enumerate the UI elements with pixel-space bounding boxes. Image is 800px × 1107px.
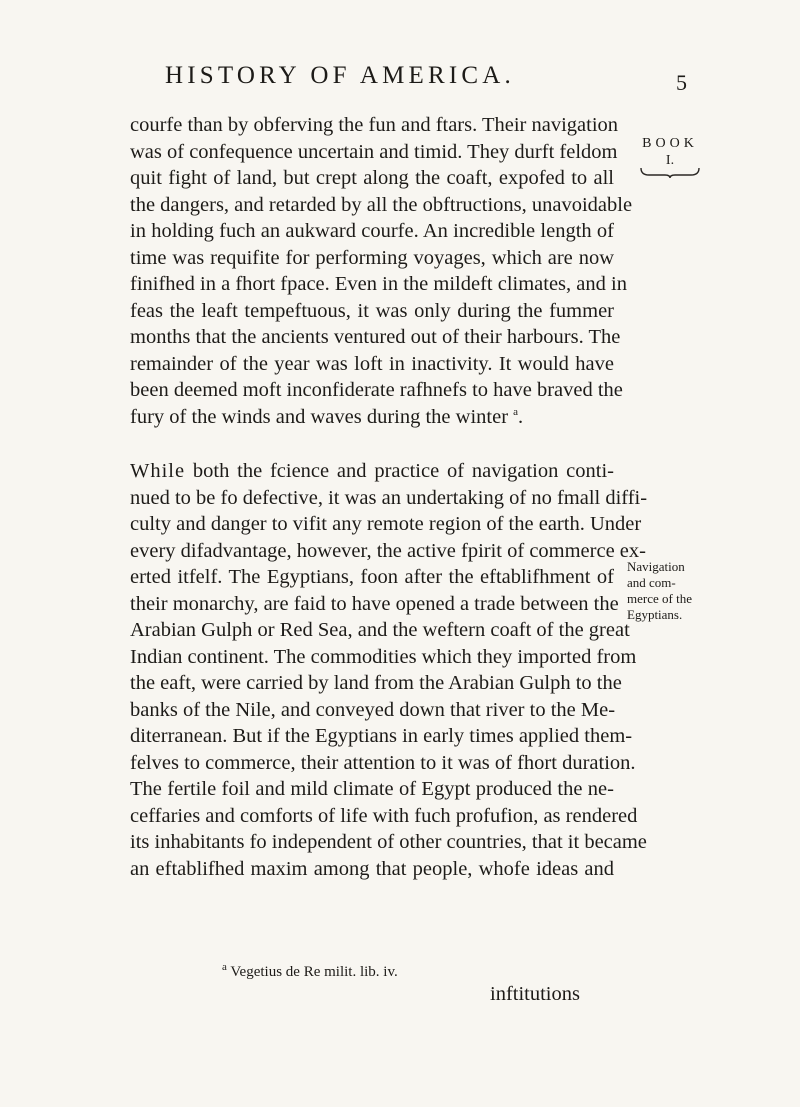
footnote-text: Vegetius de Re milit. lib. iv. xyxy=(230,964,398,980)
text-line: their monarchy, are faid to have opened a trade between the xyxy=(130,592,619,615)
text-line: time was requifite for performing voyages, which are now xyxy=(130,246,614,269)
paragraph-1 xyxy=(130,112,633,430)
text-line: an eftablifhed maxim among that people, whofe ideas and xyxy=(130,857,614,880)
body-text xyxy=(130,112,648,882)
text-line: quit fight of land, but crept along the coaft, expofed to all xyxy=(130,167,614,189)
text-line: been deemed moft inconfiderate rafhnefs to have braved the xyxy=(130,379,623,401)
text-line xyxy=(130,458,614,485)
text-segment: both the fcience and practice of navigation conti- xyxy=(185,460,614,482)
text-line: feas the leaft tempeftuous, it was only during the fummer xyxy=(130,299,614,322)
sentence-end: . xyxy=(518,405,524,428)
text-line xyxy=(130,404,614,431)
text-line: Indian continent. The commodities which they imported from xyxy=(130,645,637,668)
margin-note-line: Egyptians. xyxy=(627,607,683,622)
footnote-mark: a xyxy=(222,961,227,973)
text-line: nued to be fo defective, it was an undertaking of no fmall diffi- xyxy=(130,486,648,509)
book-number: I. xyxy=(665,153,675,168)
text-line: the dangers, and retarded by all the obftructions, unavoidable xyxy=(130,193,633,216)
text-line: The fertile foil and mild climate of Egypt produced the ne- xyxy=(130,778,614,800)
paragraph-2 xyxy=(130,458,648,882)
footnote-reference: a xyxy=(513,405,519,418)
text-line: was of confequence uncertain and timid. They durft feldom xyxy=(130,140,618,163)
book-label: BOOK xyxy=(642,136,698,151)
text-line: its inhabitants fo independent of other countries, that it became xyxy=(130,831,647,853)
text-line: culty and danger to vifit any remote region of the earth. Under xyxy=(130,513,642,535)
margin-note-line: Navigation xyxy=(627,559,685,574)
text-line: diterranean. But if the Egyptians in early times applied them- xyxy=(130,725,633,747)
opening-word: While xyxy=(130,460,186,482)
footnote xyxy=(222,961,398,981)
page-number: 5 xyxy=(676,70,687,95)
text-line: finifhed in a fhort fpace. Even in the mildeft climates, and in xyxy=(130,273,627,295)
running-head xyxy=(0,62,800,102)
catchword: inftitutions xyxy=(490,983,580,1005)
text-line: ceffaries and comforts of life with fuch profufion, as rendered xyxy=(130,804,638,827)
text-line: erted itfelf. The Egyptians, foon after the eftablifhment of xyxy=(130,566,614,588)
text-line: remainder of the year was loft in inactivity. It would have xyxy=(130,352,614,375)
text-line: in holding fuch an aukward courfe. An incredible length of xyxy=(130,220,614,242)
text-line: the eaft, were carried by land from the Arabian Gulph to the xyxy=(130,672,622,694)
running-title: HISTORY OF AMERICA. xyxy=(165,62,515,89)
margin-book-label xyxy=(630,136,710,178)
text-line: Arabian Gulph or Red Sea, and the weftern coaft of the great xyxy=(130,619,630,641)
margin-note xyxy=(627,559,717,623)
margin-note-line: and com- xyxy=(627,575,676,590)
text-line: months that the ancients ventured out of their harbours. The xyxy=(130,326,621,348)
text-line: banks of the Nile, and conveyed down that river to the Me- xyxy=(130,698,616,721)
text-line: every difadvantage, however, the active fpirit of commerce ex- xyxy=(130,539,646,562)
margin-note-line: merce of the xyxy=(627,591,692,606)
text-line: courfe than by obferving the fun and ftars. Their navigation xyxy=(130,114,619,136)
text-segment: fury of the winds and waves during the winter xyxy=(130,405,509,428)
text-line: felves to commerce, their attention to it was of fhort duration. xyxy=(130,751,636,774)
